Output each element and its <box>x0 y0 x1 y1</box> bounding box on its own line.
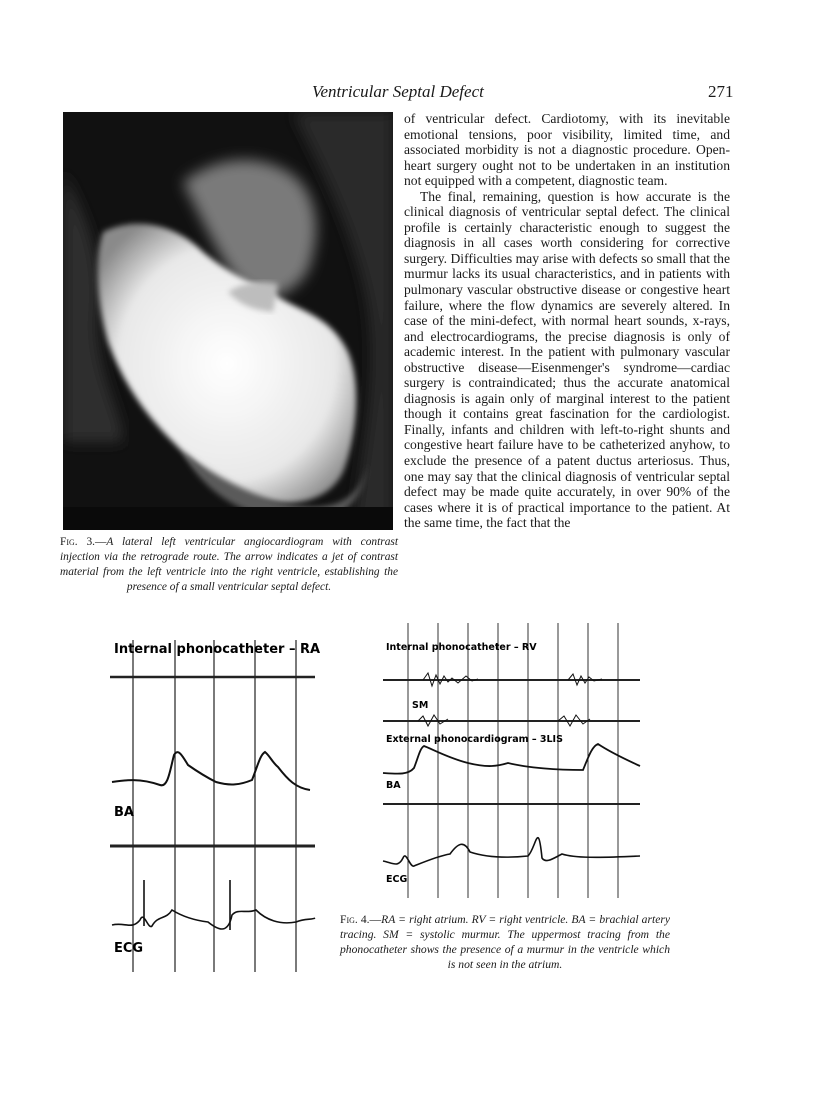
left-trace-ecg-label: ECG <box>114 941 144 956</box>
figure-4-label: Fig. 4.— <box>340 913 382 926</box>
left-trace-top-label: Internal phonocatheter – RA <box>114 642 321 657</box>
body-paragraph: The final, remaining, question is how accurate is the clinical diagnosis of ventricular septal defect. The clinical profile is certainly characteristic enough to suggest the diagnosis in all cases worth considering for corrective surgery. Difficulties may arise with defects so small that the murmur lacks its usual characteristics, and in patients with pulmonary vascular obstructive disease or congestive heart failure, where the flow dynamics are severely altered. In case of the mini-defect, with normal heart sounds, x-rays, and electrocardiograms, the precise diagnosis is only of academic interest. In the patient with pulmonary vascular obstructive disease—Eisenmenger's syndrome—cardiac surgery is contraindicated; thus the accurate anatomical diagnosis is again only of marginal interest to the patient though it contains great fascination for the cardiologist. Finally, infants and children with left-to-right shunts and congestive heart failure have to be catheterized anyhow, to exclude the presence of a patent ductus arteriosus. Thus, one may say that the clinical diagnosis of ventricular septal defect may be made quite accurately, in over 90% of the cases where it is of practical importance to the patient. At the same time, the fact that the <box>404 188 730 531</box>
figure-3-label: Fig. 3.— <box>60 536 107 548</box>
figure-4-right-trace <box>378 618 646 903</box>
page-number: 271 <box>708 82 734 101</box>
right-trace-sm-label: SM <box>412 700 429 711</box>
right-trace-ba-label: BA <box>386 780 401 791</box>
figure-3-caption <box>60 535 398 595</box>
figure-4-left-trace <box>100 630 322 980</box>
angiocardiogram-image <box>63 112 393 530</box>
figure-3-caption-text: A lateral left ventricular angiocardiogram with contrast injection via the retrograde route. The arrow indicates a jet of contrast material from the left ventricle into the right ventricle, establishing the presence of a small ventricular septal defect. <box>60 536 398 593</box>
left-trace-ba-label: BA <box>114 805 134 820</box>
figure-4-caption <box>340 912 670 972</box>
body-column <box>404 111 730 531</box>
body-paragraph: of ventricular defect. Cardiotomy, with its inevitable emotional tensions, poor visibility, limited time, and associated morbidity is not a diagnostic procedure. Open-heart surgery ought not to be undertaken in an institution not equipped with a competent, diagnostic team. <box>404 111 730 189</box>
right-trace-top-label: Internal phonocatheter – RV <box>386 642 537 653</box>
right-trace-ecg-label: ECG <box>386 874 408 885</box>
figure-4-caption-text: RA = right atrium. RV = right ventricle. BA = brachial artery tracing. SM = systolic murmur. The uppermost tracing from the phonocatheter shows the presence of a murmur in the ventricle which is not seen in the atrium. <box>340 913 670 971</box>
running-title: Ventricular Septal Defect <box>312 82 484 101</box>
right-trace-ext-label: External phonocardiogram – 3LIS <box>386 734 563 745</box>
